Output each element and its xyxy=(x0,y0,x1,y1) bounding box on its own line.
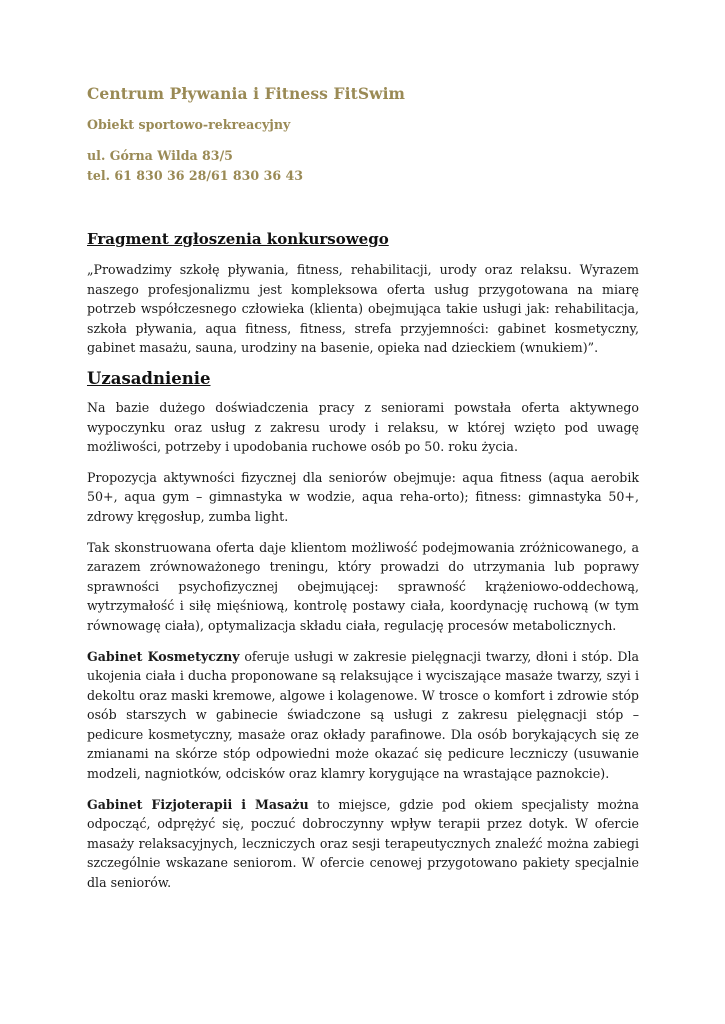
section-title-justification: Uzasadnienie xyxy=(87,368,211,388)
document-page xyxy=(87,84,639,904)
fragment-quote: „Prowadzimy szkołę pływania, fitness, rehabilitacji, urody oraz relaksu. Wyrazem naszego profesjonalizmu jest kompleksowa oferta usług przygotowana na miarę potrzeb współczesnego człowieka (klienta) obejmująca takie usługi jak: rehabilitacja, szkoła pływania, aqua fitness, fitness, strefa przyjemności: gabinet kosmetyczny, gabinet masażu, sauna, urodziny na basenie, opieka nad dzieckiem (wnukiem)”. xyxy=(87,262,639,356)
paragraph-5 xyxy=(87,795,639,893)
physio-office-text: to miejsce, gdzie pod okiem specjalisty można odpocząć, odprężyć się, poczuć dobroczynny wpływ terapii przez dotyk. W ofercie masaży relaksacyjnych, leczniczych oraz sesji terapeutycznych znaleźć można zabiegi szczególnie wskazane seniorom. W ofercie cenowej przygotowano pakiety specjalnie dla seniorów. xyxy=(87,796,639,891)
paragraph-2: Propozycja aktywności fizycznej dla seniorów obejmuje: aqua fitness (aqua aerobik 50+, aqua gym – gimnastyka w wodzie, aqua reha-orto); fitness: gimnastyka 50+, zdrowy kręgosłup, zumba light. xyxy=(87,469,639,524)
cosmetic-office-label: Gabinet Kosmetyczny xyxy=(87,648,240,664)
paragraph-1: Na bazie dużego doświadczenia pracy z seniorami powstała oferta aktywnego wypoczynku oraz usług z zakresu urody i relaksu, w której wzięto pod uwagę możliwości, potrzeby i upodobania ruchowe osób po 50. roku życia. xyxy=(87,399,639,455)
paragraph-3: Tak skonstruowana oferta daje klientom możliwość podejmowania zróżnicowanego, a zarazem zrównoważonego treningu, który prowadzi do utrzymania lub poprawy sprawności psychofizycznej obejmującej: sprawność krążeniowo-oddechową, wytrzymałość i siłę mięśniową, kontrolę postawy ciała, koordynację ruchową (w tym równowagę ciała), optymalizacja składu ciała, regulację procesów metabolicznych. xyxy=(87,539,639,633)
org-phone: tel. 61 830 36 28/61 830 36 43 xyxy=(87,168,304,183)
org-name: Centrum Pływania i Fitness FitSwim xyxy=(87,84,406,103)
org-header xyxy=(87,84,639,186)
org-type: Obiekt sportowo-rekreacyjny xyxy=(87,117,291,132)
physio-office-label: Gabinet Fizjoterapii i Masażu xyxy=(87,796,309,812)
paragraph-4 xyxy=(87,647,639,784)
org-address: ul. Górna Wilda 83/5 xyxy=(87,148,233,163)
cosmetic-office-text: oferuje usługi w zakresie pielęgnacji twarzy, dłoni i stóp. Dla ukojenia ciała i ducha proponowane są relaksujące i wyciszające masaże twarzy, szyi i dekoltu oraz maski kremowe, algowe i kolagenowe. W trosce o komfort i zdrowie stóp osób starszych w gabinecie świadczone są usługi z zakresu pielęgnacji stóp – pedicure kosmetyczny, masaże oraz okłady parafinowe. Dla osób borykających się ze zmianami na skórze stóp odpowiedni może okazać się pedicure leczniczy (usuwanie modzeli, nagniotków, odcisków oraz klamry korygujące na wrastające paznokcie). xyxy=(87,648,639,782)
section-title-fragment: Fragment zgłoszenia konkursowego xyxy=(87,230,389,248)
